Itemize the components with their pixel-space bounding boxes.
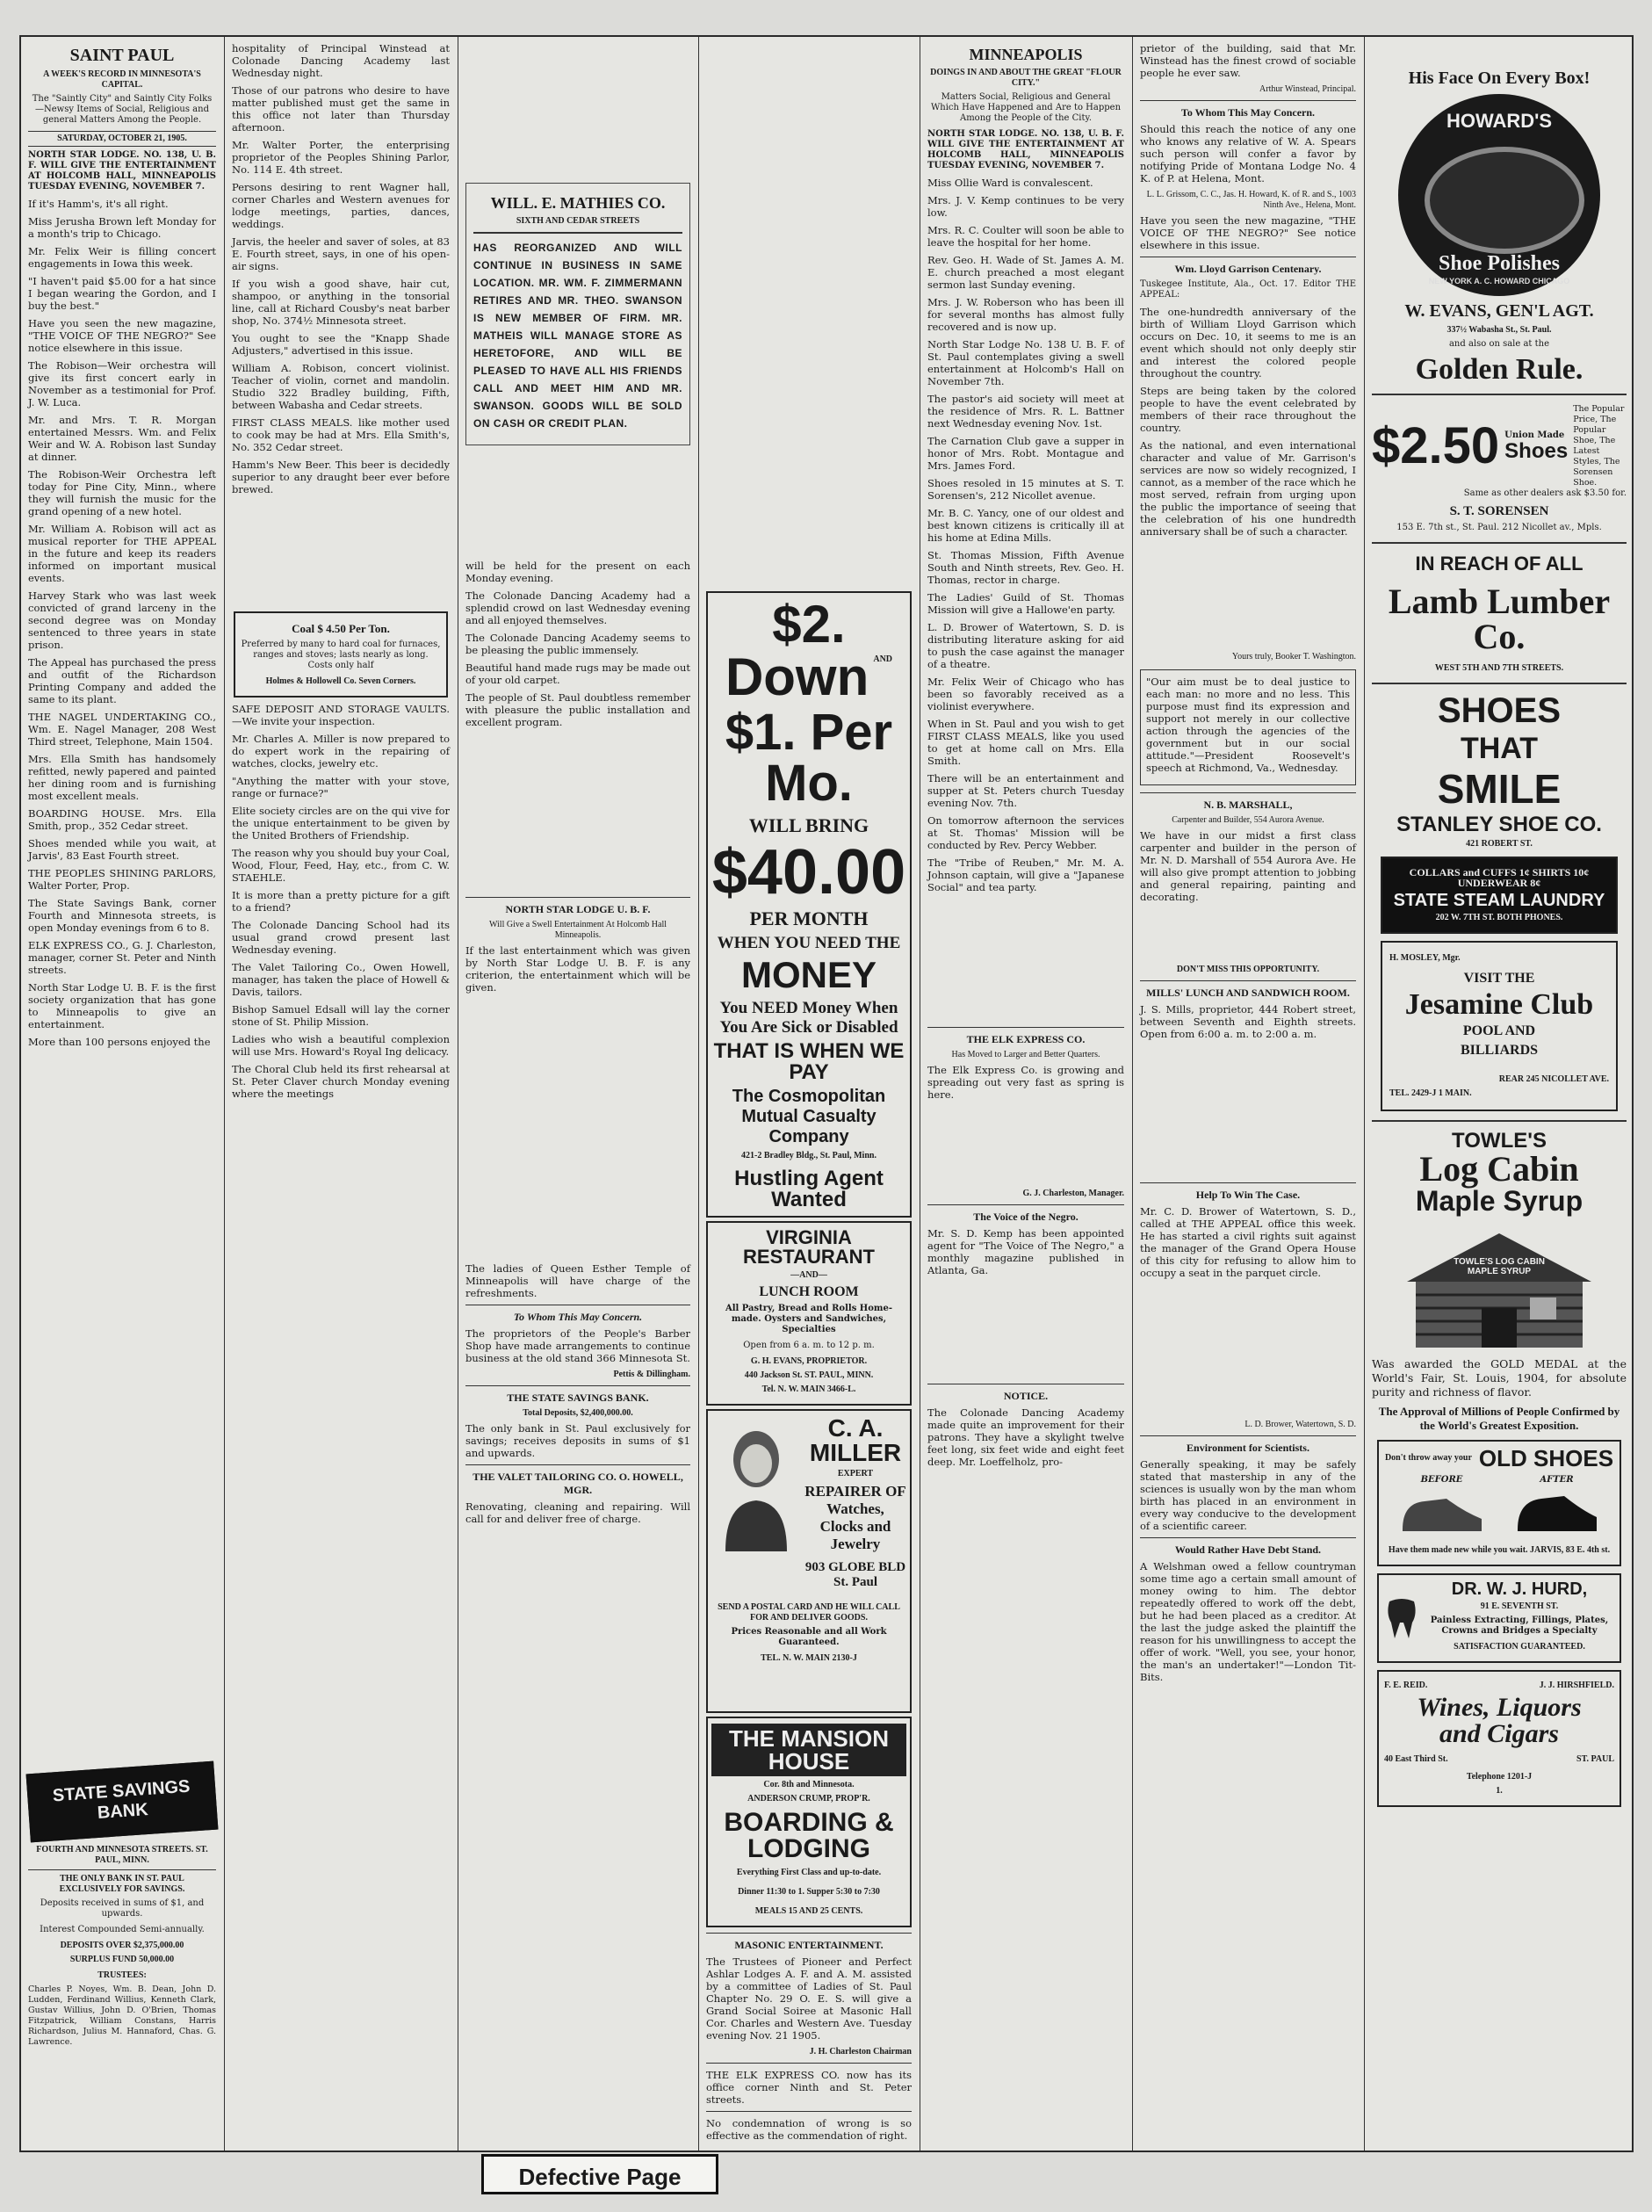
news-item: Mrs. J. W. Roberson who has been ill for several months has almost fully recovered and is now up. <box>927 296 1124 333</box>
environment-heading: Environment for Scientists. <box>1187 1442 1309 1454</box>
laundry-name: STATE STEAM LAUNDRY <box>1393 891 1605 910</box>
miller-telephone: TEL. N. W. MAIN 2130-J <box>761 1653 857 1663</box>
news-item: Mr. and Mrs. T. R. Morgan entertained Messrs. Wm. and Felix Weir and W. A. Robison last Sunday at dinner. <box>28 414 216 463</box>
state-savings-bank-ad <box>28 1767 216 2053</box>
cosmopolitan-name: The Cosmopolitan Mutual Casualty Company <box>732 1087 886 1146</box>
faded-text <box>1140 908 1356 961</box>
faded-text <box>927 1106 1124 1185</box>
coal-ad-signature: Holmes & Hollowell Co. Seven Corners. <box>265 676 416 686</box>
howards-word: HOWARD'S <box>1446 110 1553 132</box>
elk-signature: G. J. Charleston, Manager. <box>1022 1189 1124 1198</box>
maple-syrup: Maple Syrup <box>1415 1185 1583 1217</box>
section-subhead: DOINGS IN AND ABOUT THE GREAT "FLOUR CITY." <box>930 68 1122 88</box>
faded-text <box>927 1282 1124 1378</box>
news-item: Mr. Felix Weir of Chicago who has been so favorably received as a violinist everywhere. <box>927 676 1124 712</box>
mansion-hours: Dinner 11:30 to 1. Supper 5:30 to 7:30 <box>738 1887 880 1897</box>
masonic-signature: J. H. Charleston Chairman <box>809 2047 912 2057</box>
shoe-description: The Popular Price, The Popular Shoe, The Latest Styles, The Sorensen Shoe. <box>1573 404 1625 488</box>
help-body: Mr. C. D. Brower of Watertown, S. D., called at THE APPEAL office this week. He has started a civil rights suit against the manager of the Grand Opera House of this city for refusing to allow him to occupy a seat in the parquet circle. <box>1140 1205 1356 1279</box>
faded-text <box>1140 1284 1356 1416</box>
news-item: North Star Lodge U. B. F. is the first society organization that has gone to Minneapolis to give an entertainment. <box>28 981 216 1030</box>
gold-medal-award: Was awarded the GOLD MEDAL at the World's Fair, St. Louis, 1904, for absolute purity and richness of flavor. <box>1372 1357 1627 1399</box>
news-item: SAFE DEPOSIT AND STORAGE VAULTS.—We invite your inspection. <box>232 703 450 727</box>
shoe-price: $2.50 <box>1372 417 1500 474</box>
boarding-lodging: BOARDING & LODGING <box>724 1808 894 1863</box>
coal-ad <box>234 611 448 698</box>
news-item: Shoes resoled in 15 minutes at S. T. Sorensen's, 212 Nicollet avenue. <box>927 477 1124 502</box>
hustling-agent: Hustling Agent Wanted <box>734 1167 884 1211</box>
billiards-word: BILLIARDS <box>1460 1043 1539 1058</box>
mansion-name: THE MANSION HOUSE <box>711 1724 906 1776</box>
news-item: The Robison—Weir orchestra will give its first concert early in November as a testimonial for Prof. J. W. Luca. <box>28 359 216 408</box>
news-item: More than 100 persons enjoyed the <box>28 1036 211 1048</box>
debt-body: A Welshman owed a fellow countryman some time ago a certain small amount of money owing to him. The debtor repeatedly offered to work off the debt, but he had been placed as a creditor. At the last the judge asked the plaintiff the reason for his unwillingness to accept the offer of work. "Well, you see, your honor, the man's an undertaker!"—London Tit-Bits. <box>1140 1560 1356 1683</box>
news-item: Mrs. J. V. Kemp continues to be very low. <box>927 194 1124 219</box>
down-payment: $2. Down <box>725 595 869 706</box>
lamb-address: WEST 5TH AND 7TH STREETS. <box>1434 663 1564 673</box>
tooth-icon <box>1384 1596 1419 1640</box>
bank-total: Total Deposits, $2,400,000.00. <box>523 1408 633 1418</box>
newspaper-page <box>19 35 1634 2152</box>
voice-heading: The Voice of the Negro. <box>973 1211 1078 1223</box>
news-item: The ladies of Queen Esther Temple of Minneapolis will have charge of the refreshments. <box>465 1262 690 1299</box>
bank-interest-note: Interest Compounded Semi-annually. <box>40 1925 205 1934</box>
garrison-dateline: Tuskegee Institute, Ala., Oct. 17. Editor THE APPEAL: <box>1140 279 1356 300</box>
news-item: Mrs. R. C. Coulter will soon be able to leave the hospital for her home. <box>927 224 1124 249</box>
miller-portrait-icon <box>717 1420 796 1551</box>
faded-text <box>1140 1045 1356 1177</box>
concern-body: The proprietors of the People's Barber Shop have made arrangements to continue business at the old stand 366 Minnesota St. <box>465 1327 690 1364</box>
mathies-ad <box>465 183 690 445</box>
trustees-title: TRUSTEES: <box>97 1970 147 1980</box>
lunch-hours: Open from 6 a. m. to 12 p. m. <box>743 1341 875 1350</box>
smile-word: SMILE <box>1437 766 1562 812</box>
debt-heading: Would Rather Have Debt Stand. <box>1174 1543 1322 1556</box>
news-item: Elite society circles are on the qui vive for the unique entertainment to be given by the United Brothers of Friendship. <box>232 805 450 842</box>
column-saint-paul <box>21 37 223 2151</box>
news-item: Beautiful hand made rugs may be made out of your old carpet. <box>465 661 690 686</box>
evans-sale: and also on sale at the <box>1448 339 1550 349</box>
faded-text <box>927 899 1124 1022</box>
miller-prices: Prices Reasonable and all Work Guaranteed. <box>731 1627 887 1647</box>
column-3 <box>458 37 697 2151</box>
column-minneapolis <box>920 37 1131 2151</box>
cigars-city: ST. PAUL <box>1576 1754 1614 1764</box>
column-ads <box>699 37 919 2151</box>
news-item: Mrs. Ella Smith has handsomely refitted, newly papered and painted her dining room and is furnishing most excellent meals. <box>28 753 216 802</box>
news-item: Mr. Felix Weir is filling concert engagements in Iowa this week. <box>28 245 216 270</box>
column-2 <box>225 37 457 2151</box>
wines-liquors: Wines, Liquors <box>1417 1693 1582 1722</box>
faded-text <box>28 1053 216 1282</box>
after-label: AFTER <box>1540 1475 1574 1485</box>
garrison-body: Steps are being taken by the colored people to have the event celebrated by members of their race throughout the country. <box>1140 385 1356 434</box>
stanley-shoe: STANLEY SHOE CO. <box>1396 813 1602 836</box>
news-item: Have you seen the new magazine, "THE VOICE OF THE NEGRO?" See notice elsewhere in this issue. <box>28 317 216 354</box>
news-item: prietor of the building, said that Mr. Winstead has the finest crowd of sociable people he ever saw. <box>1140 42 1356 79</box>
shoe-same-as: Same as other dealers ask $3.50 for. <box>1463 488 1627 498</box>
reid-name: F. E. REID. <box>1384 1681 1428 1690</box>
notice-body: The Colonade Dancing Academy made quite an improvement for their patrons. They have a skylight twelve feet long, six feet wide and eight feet deep. Mr. Loeffelholz, pro- <box>927 1406 1124 1468</box>
old-shoes: OLD SHOES <box>1478 1445 1614 1471</box>
news-item: The Carnation Club gave a supper in honor of Mrs. Robt. Montague and Mrs. James Ford. <box>927 435 1124 472</box>
jarvis-line: Have them made new while you wait. JARVIS, 83 E. 4th st. <box>1388 1545 1611 1555</box>
marshall-tagline: DON'T MISS THIS OPPORTUNITY. <box>1176 965 1320 974</box>
cigars-telephone-2: 1. <box>1496 1786 1503 1796</box>
sorensen-address: 153 E. 7th st., St. Paul. 212 Nicollet av., Mpls. <box>1396 523 1602 532</box>
towles-word: TOWLE'S <box>1452 1129 1547 1153</box>
howard-headline: His Face On Every Box! <box>1408 69 1591 88</box>
laundry-address: 202 W. 7TH ST. BOTH PHONES. <box>1435 913 1563 922</box>
roosevelt-quote: "Our aim must be to deal justice to each man: no more and no less. This purpose must find its expression and support not merely in our collective action through the agencies of the government but in our social attitude."—President Roosevelt's speech at Richmond, Va., Wednesday. <box>1146 676 1350 774</box>
news-item: Miss Ollie Ward is convalescent. <box>927 177 1093 189</box>
miller-postal-card: SEND A POSTAL CARD AND HE WILL CALL FOR AND DELIVER GOODS. <box>718 1602 900 1623</box>
and-word: AND <box>873 654 893 664</box>
section-subhead: A WEEK'S RECORD IN MINNESOTA'S CAPITAL. <box>43 69 201 90</box>
bank-tagline: THE ONLY BANK IN ST. PAUL EXCLUSIVELY FOR SAVINGS. <box>59 1874 185 1894</box>
elk-note: THE ELK EXPRESS CO. now has its office corner Ninth and St. Peter streets. <box>706 2069 912 2106</box>
marshall-body: We have in our midst a first class carpenter and builder in the person of Mr. N. D. Marshall of 554 Aurora Ave. He will also give prompt attention to jobbing and general repairing, painting and decorating. <box>1140 829 1356 903</box>
news-item: The Robison-Weir Orchestra left today for Pine City, Minn., where they will furnish the music for the grand opening of a new hotel. <box>28 468 216 517</box>
news-item: If the last entertainment which was given by North Star Lodge U. B. F. is any criterion, the entertainment which will be given. <box>465 944 690 994</box>
concern-signature: L. L. Grissom, C. C., Jas. H. Howard, K. of R. and S., 1003 Ninth Ave., Helena, Mont. <box>1146 190 1356 210</box>
concern-heading: To Whom This May Concern. <box>513 1311 643 1323</box>
mansion-address: Cor. 8th and Minnesota. <box>763 1780 855 1789</box>
roosevelt-quote-box <box>1140 669 1356 785</box>
lodge-subhead: Will Give a Swell Entertainment At Holcomb Hall Minneapolis. <box>488 920 667 940</box>
news-item: The State Savings Bank, corner Fourth and Minnesota streets, is open Monday evenings from 6 to 8. <box>28 897 216 934</box>
faded-text <box>232 501 450 606</box>
defective-page-label: Defective Page <box>481 2154 718 2194</box>
news-item: Rev. Geo. H. Wade of St. James A. M. E. church preached a most elegant sermon last Sunday evening. <box>927 254 1124 291</box>
news-item: The Valet Tailoring Co., Owen Howell, manager, has taken the place of Howell & Davis, tailors. <box>232 961 450 998</box>
bank-surplus: SURPLUS FUND 50,000.00 <box>69 1955 175 1964</box>
laundry-ad <box>1381 857 1618 934</box>
condemnation-note: No condemnation of wrong is so effective as the commendation of right. <box>706 2117 912 2142</box>
news-item: The Colonade Dancing Academy had a splendid crowd on last Wednesday evening and all enjoyed themselves. <box>465 589 690 626</box>
news-item: Hamm's New Beer. This beer is decidedly superior to any draught beer ever before brewed. <box>232 459 450 495</box>
lodge-notice: NORTH STAR LODGE. NO. 138, U. B. F. WILL GIVE THE ENTERTAINMENT AT HOLCOMB HALL, MINNEAPOLIS TUESDAY EVENING, NOVEMBER 7. <box>927 129 1124 170</box>
lodge-heading: NORTH STAR LODGE U. B. F. <box>505 903 651 915</box>
news-item: Mr. William A. Robison will act as musical reporter for THE APPEAL in the future and keep its readers informed on important musical events. <box>28 523 216 584</box>
log-cabin: Log Cabin <box>1419 1149 1579 1189</box>
jesamine-ad <box>1381 941 1618 1111</box>
approval-line: The Approval of Millions of People Confirmed by the World's Greatest Exposition. <box>1378 1405 1620 1432</box>
before-label: BEFORE <box>1420 1475 1463 1485</box>
visit-the: VISIT THE <box>1463 971 1535 986</box>
valet-body: Renovating, cleaning and repairing. Will call for and deliver free of charge. <box>465 1500 690 1525</box>
dont-throw: Don't throw away your <box>1384 1453 1472 1463</box>
shoe-after-icon <box>1513 1475 1601 1542</box>
bank-heading: THE STATE SAVINGS BANK. <box>507 1392 649 1404</box>
mills-heading: MILLS' LUNCH AND SANDWICH ROOM. <box>1146 987 1350 999</box>
pool-word: POOL AND <box>1462 1023 1536 1038</box>
per-month-amount: $1. Per Mo. <box>725 704 893 812</box>
trustees-list: Charles P. Noyes, Wm. B. Dean, John D. Ludden, Ferdinand Willius, Kenneth Clark, Gustav Willius, John D. O'Brien, Thomas Fitzpatrick, William Constans, Harris Richardson, Julius M. Hannaford, Chas. G. Lawrence. <box>28 1984 216 2047</box>
evans-agent: W. EVANS, GEN'L AGT. <box>1404 301 1594 321</box>
news-item: Jarvis, the heeler and saver of soles, at 83 E. Fourth street, says, in one of his open-air signs. <box>232 235 450 272</box>
you-need-money: You NEED Money When You Are Sick or Disabled <box>719 999 898 1037</box>
news-item: The people of St. Paul doubtless remember with pleasure the public installation and excellent program. <box>465 691 690 728</box>
garrison-heading: Wm. Lloyd Garrison Centenary. <box>1174 263 1322 275</box>
miller-name: C. A. MILLER <box>809 1414 902 1466</box>
section-subhead-2: The "Saintly City" and Saintly City Folks—Newsy Items of Social, Religious and general Matters Among the People. <box>32 94 213 125</box>
miller-repairer: REPAIRER OF Watches, Clocks and Jewelry <box>804 1483 906 1552</box>
wines-ad <box>1377 1670 1621 1807</box>
virginia-name: VIRGINIA RESTAURANT <box>743 1226 875 1268</box>
news-item: Miss Jerusha Brown left Monday for a month's trip to Chicago. <box>28 215 216 240</box>
valet-heading: THE VALET TAILORING CO. O. HOWELL, MGR. <box>473 1471 683 1496</box>
news-item: Ladies who wish a beautiful complexion will use Mrs. Howard's Royal Ing delicacy. <box>232 1033 450 1058</box>
news-item: The Colonade Dancing Academy seems to be pleasing the public immensely. <box>465 632 690 656</box>
news-item: Harvey Stark who was last week convicted of grand larceny in the second degree was on Monday sentenced to three years in state prison. <box>28 589 216 651</box>
shoes-headline: SHOES <box>1437 691 1562 730</box>
lamb-lumber: Lamb Lumber Co. <box>1388 582 1611 656</box>
lunch-telephone: Tel. N. W. MAIN 3466-L. <box>761 1384 856 1394</box>
news-item: The Choral Club held its first rehearsal at St. Peter Claver church Monday evening where the meetings <box>232 1063 450 1100</box>
cigars-telephone: Telephone 1201-J <box>1466 1772 1533 1782</box>
shoes-word: Shoes <box>1504 439 1569 463</box>
reach-of-all: IN REACH OF ALL <box>1415 553 1583 575</box>
mansion-house-ad <box>706 1717 912 1927</box>
hurd-satisfaction: SATISFACTION GUARANTEED. <box>1454 1642 1585 1652</box>
section-title: MINNEAPOLIS <box>969 46 1083 63</box>
masonic-body: The Trustees of Pioneer and Perfect Ashlar Lodges A. F. and A. M. assisted by a committee of Ladies of St. Paul Chapter No. 29 O. E. S. will give a Grand Social Soiree at Masonic Hall Cor. Charles and Western Ave. Tuesday evening Nov. 21 1905. <box>706 1955 912 2042</box>
notice-heading: NOTICE. <box>1003 1390 1049 1402</box>
news-item: BOARDING HOUSE. Mrs. Ella Smith, prop., 352 Cedar street. <box>28 807 216 832</box>
marshall-subhead: Carpenter and Builder, 554 Aurora Avenue. <box>1172 815 1324 825</box>
jesamine-address: REAR 245 NICOLLET AVE. <box>1498 1074 1609 1084</box>
news-item: hospitality of Principal Winstead at Colonade Dancing Academy last Wednesday night. <box>232 42 450 79</box>
news-item: It is more than a pretty picture for a gift to a friend? <box>232 889 450 914</box>
news-item: The Colonade Dancing School had its usual grand crowd present last Wednesday evening. <box>232 919 450 956</box>
sorensen-ad <box>1372 404 1627 488</box>
mansion-description: Everything First Class and up-to-date. <box>736 1868 882 1877</box>
garrison-body: The one-hundredth anniversary of the birth of William Lloyd Garrison which occurs on Dec. 10, it seems to me is an event which should not only deeply stir and interest the colored people throughout the country. <box>1140 306 1356 380</box>
collars-cuffs: COLLARS and CUFFS 1¢ SHIRTS 10¢ UNDERWEAR 8¢ <box>1409 866 1590 889</box>
news-item: Bishop Samuel Edsall will lay the corner stone of St. Philip Mission. <box>232 1003 450 1028</box>
news-item: If you wish a good shave, hair cut, shampoo, or anything in the tonsorial line, call at Richard Cousby's neat barber shop, No. 374½ Minnesota street. <box>232 278 450 327</box>
bank-deposits-total: DEPOSITS OVER $2,375,000.00 <box>60 1941 184 1950</box>
lunch-description: All Pastry, Bread and Rolls Home-made. Oysters and Sandwiches, Specialties <box>725 1304 893 1334</box>
mosley-manager: H. MOSLEY, Mgr. <box>1389 953 1461 963</box>
mathies-sub: SIXTH AND CEDAR STREETS <box>516 216 640 226</box>
news-item: The Appeal has purchased the press and outfit of the Richardson Printing Company and added the same to its plant. <box>28 656 216 705</box>
that-is-when: THAT IS WHEN WE PAY <box>713 1039 905 1084</box>
mansion-proprietor: ANDERSON CRUMP, PROP'R. <box>747 1794 870 1804</box>
cosmopolitan-ad <box>706 591 912 1218</box>
news-item: "Anything the matter with your stove, range or furnace?" <box>232 775 450 799</box>
elk-subhead: Has Moved to Larger and Better Quarters. <box>951 1050 1100 1059</box>
news-item: will be held for the present on each Monday evening. <box>465 560 690 584</box>
news-item: If it's Hamm's, it's all right. <box>28 198 169 210</box>
news-item: L. D. Brower of Watertown, S. D. is distributing literature asking for aid to push the case against the manager of a theatre. <box>927 621 1124 670</box>
when-you-need: WHEN YOU NEED THE <box>717 934 901 952</box>
concern-signature: Pettis & Dillingham. <box>613 1370 690 1379</box>
coal-ad-title: Coal $ 4.50 Per Ton. <box>292 622 390 635</box>
news-item: There will be an entertainment and supper at St. Peters church Tuesday evening Nov. 7th. <box>927 772 1124 809</box>
environment-body: Generally speaking, it may be safely stated that mastership in any of the sciences is usually won by the man whom birth has placed in an environment in every way conducive to the development of a scientific career. <box>1140 1458 1356 1532</box>
hirshfield-name: J. J. HIRSHFIELD. <box>1539 1681 1614 1690</box>
news-item: THE PEOPLES SHINING PARLORS, Walter Porter, Prop. <box>28 867 216 892</box>
faded-text <box>1140 543 1356 648</box>
log-cabin-tin-icon <box>1389 1220 1609 1352</box>
elk-body: The Elk Express Co. is growing and spreading out very fast as spring is here. <box>927 1064 1124 1101</box>
cabin-sign: TOWLE'S LOG CABIN MAPLE SYRUP <box>1454 1257 1545 1276</box>
shoe-before-icon <box>1398 1475 1486 1542</box>
that-word: THAT <box>1460 732 1539 765</box>
hurd-ad <box>1377 1573 1621 1663</box>
benefit-amount: $40.00 <box>711 837 906 907</box>
elk-heading: THE ELK EXPRESS CO. <box>966 1033 1086 1045</box>
faded-text <box>465 734 690 892</box>
section-title: SAINT PAUL <box>69 46 175 65</box>
union-made: Union Made <box>1504 430 1565 440</box>
voice-body: Mr. S. D. Kemp has been appointed agent for "The Voice of The Negro," a monthly magazine published in Atlanta, Ga. <box>927 1227 1124 1276</box>
lunch-room: LUNCH ROOM <box>759 1284 859 1299</box>
sorensen-name: S. T. SORENSEN <box>1449 504 1549 518</box>
howard-polish-logo <box>1394 94 1605 296</box>
column-right-ads <box>1365 37 1634 2151</box>
news-item: The pastor's aid society will meet at the residence of Mrs. R. L. Battner next Wednesday evening Nov. 1st. <box>927 393 1124 430</box>
news-item: FIRST CLASS MEALS. like mother used to cook may be had at Mrs. Ella Smith's, No. 352 Cedar street. <box>232 416 450 453</box>
lunch-proprietor: G. H. EVANS, PROPRIETOR. <box>750 1356 868 1366</box>
virginia-ad <box>706 1221 912 1406</box>
news-item: When in St. Paul and you wish to get FIRST CLASS MEALS, like you used to get at home call on Mrs. Ella Smith. <box>927 718 1124 767</box>
bank-deposits-note: Deposits received in sums of $1, and upwards. <box>40 1898 205 1919</box>
bank-logo: STATE SAVINGS BANK <box>26 1761 219 1843</box>
news-item: Persons desiring to rent Wagner hall, corner Charles and Western avenues for lodge meetings, parties, dances, weddings. <box>232 181 450 230</box>
hurd-name: DR. W. J. HURD, <box>1451 1579 1588 1599</box>
virginia-and: —AND— <box>790 1270 827 1280</box>
help-heading: Help To Win The Case. <box>1195 1189 1301 1201</box>
news-item: North Star Lodge No. 138 U. B. F. of St. Paul contemplates giving a swell entertainment at Holcomb's Hall on November 7th. <box>927 338 1124 387</box>
cigars-address: 40 East Third St. <box>1384 1754 1448 1764</box>
will-bring: WILL BRING <box>748 814 869 836</box>
news-item: The reason why you should buy your Coal, Wood, Flour, Feed, Hay, etc., from C. W. STAEHLE. <box>232 847 450 884</box>
mathies-body: HAS REORGANIZED AND WILL CONTINUE IN BUSINESS IN SAME LOCATION. MR. WM. F. ZIMMERMANN RETIRES AND MR. THEO. SWANSON IS NEW MEMBER OF FIRM. MR. MATHEIS WILL MANAGE STORE AS HERETOFORE, AND WILL BE PLEASED TO HAVE ALL HIS FRIENDS CALL AND MEET HIM AND MR. SWANSON. GOODS WILL BE SOLD ON CASH OR CREDIT PLAN. <box>473 242 682 430</box>
news-item: Those of our patrons who desire to have matter published must get the same in this office not later than Thursday afternoon. <box>232 84 450 134</box>
news-item: St. Thomas Mission, Fifth Avenue South and Ninth streets, Rev. Geo. H. Thomas, rector in charge. <box>927 549 1124 586</box>
concern-body: Should this reach the notice of any one who knows any relative of W. A. Spears such person will confer a favor by notifying Pride of Montana Lodge No. 4 K. of P. at Helena, Mont. <box>1140 123 1356 184</box>
news-item: Mr. Walter Porter, the enterprising proprietor of the Peoples Shining Parlor, No. 114 E. 4th street. <box>232 139 450 176</box>
jarvis-ad <box>1377 1440 1621 1566</box>
stanley-address: 421 ROBERT ST. <box>1466 839 1533 849</box>
news-item: The Ladies' Guild of St. Thomas Mission will give a Hallowe'en party. <box>927 591 1124 616</box>
money-word: MONEY <box>740 954 876 995</box>
news-item: The "Tribe of Reuben," Mr. M. A. Johnson captain, will give a "Japanese Social" and tea party. <box>927 857 1124 893</box>
hurd-address: 91 E. SEVENTH ST. <box>1480 1601 1559 1611</box>
miller-ad <box>706 1409 912 1713</box>
bank-body: The only bank in St. Paul exclusively for savings; receives deposits in sums of $1 and upwards. <box>465 1422 690 1459</box>
mathies-title: WILL. E. MATHIES CO. <box>490 194 666 212</box>
hurd-description: Painless Extracting, Fillings, Plates, Crowns and Bridges a Specialty <box>1430 1616 1609 1636</box>
lodge-notice: NORTH STAR LODGE. NO. 138, U. B. F. WILL GIVE THE ENTERTAINMENT AT HOLCOMB HALL, MINNEAPOLIS TUESDAY EVENING, NOVEMBER 7. <box>28 150 216 192</box>
garrison-body: As the national, and even international character and value of Mr. Garrison's services are now so widely recognized, I cannot, as a member of the race which he most served, refrain from urging upon the public the importance of seeing that the celebration of his one hundredth anniversary shall be of such a character. <box>1140 439 1356 538</box>
news-item: "I haven't paid $5.00 for a hat since I began wearing the Gordon, and I buy the best." <box>28 275 216 312</box>
concern-heading: To Whom This May Concern. <box>1180 106 1316 119</box>
news-item: Mr. Charles A. Miller is now prepared to do expert work in the repairing of watches, clocks, jewelry etc. <box>232 733 450 770</box>
news-item: Shoes mended while you wait, at Jarvis', 83 East Fourth street. <box>28 837 216 862</box>
coal-ad-body: Preferred by many to hard coal for furnaces, ranges and stoves; lasts nearly as long. Costs only half <box>241 640 441 670</box>
news-item: Mr. B. C. Yancy, one of our oldest and best known citizens is critically ill at his home at Edina Mills. <box>927 507 1124 544</box>
news-item: William A. Robison, concert violinist. Teacher of violin, cornet and mandolin. Studio 322 Bradley building, Fifth, between Wabasha and Cedar streets. <box>232 362 450 411</box>
and-cigars: and Cigars <box>1439 1719 1559 1748</box>
miller-expert: EXPERT <box>837 1469 874 1478</box>
voice-note: Have you seen the new magazine, "THE VOICE OF THE NEGRO?" See notice elsewhere in this issue. <box>1140 214 1356 251</box>
lunch-address: 440 Jackson St. ST. PAUL, MINN. <box>744 1370 874 1380</box>
bank-address: FOURTH AND MINNESOTA STREETS. ST. PAUL, MINN. <box>36 1845 208 1865</box>
news-item: On tomorrow afternoon the services at St. Thomas' Mission will be conducted by Rev. Percy Webber. <box>927 814 1124 851</box>
shoe-polishes-word: Shoe Polishes <box>1438 252 1561 275</box>
marshall-heading: N. B. MARSHALL, <box>1203 799 1293 811</box>
jesamine-telephone: TEL. 2429-J 1 MAIN. <box>1389 1088 1472 1098</box>
help-signature: L. D. Brower, Watertown, S. D. <box>1244 1420 1356 1429</box>
news-item: THE NAGEL UNDERTAKING CO., Wm. E. Nagel Manager, 208 West Third street, Telephone, Main 1504. <box>28 711 216 748</box>
howard-locations: NEW YORK A. C. HOWARD CHICAGO <box>1428 277 1570 286</box>
faded-text <box>465 999 690 1262</box>
cosmopolitan-address: 421-2 Bradley Bldg., St. Paul, Minn. <box>741 1151 876 1160</box>
mills-body: J. S. Mills, proprietor, 444 Robert street, between Seventh and Eighth streets. Open from 6:00 a. m. to 2:00 a. m. <box>1140 1003 1356 1040</box>
evans-address: 337½ Wabasha St., St. Paul. <box>1446 325 1552 335</box>
dateline: SATURDAY, OCTOBER 21, 1905. <box>28 131 216 147</box>
garrison-signature: Yours truly, Booker T. Washington. <box>1231 652 1356 661</box>
per-month: PER MONTH <box>749 907 869 929</box>
golden-rule: Golden Rule. <box>1415 353 1583 386</box>
mansion-meals: MEALS 15 AND 25 CENTS. <box>754 1906 863 1916</box>
column-6 <box>1133 37 1363 2151</box>
news-item: ELK EXPRESS CO., G. J. Charleston, manager, corner St. Peter and Ninth streets. <box>28 939 216 976</box>
masonic-heading: MASONIC ENTERTAINMENT. <box>734 1939 884 1951</box>
news-item: You ought to see the "Knapp Shade Adjusters," advertised in this issue. <box>232 332 450 357</box>
jesamine-club: Jesamine Club <box>1404 988 1594 1021</box>
miller-address: 903 GLOBE BLD St. Paul <box>804 1560 906 1589</box>
section-subhead-2: Matters Social, Religious and General Which Have Happened and Are to Happen Among the People of the City. <box>930 92 1122 123</box>
news-signature: Arthur Winstead, Principal. <box>1259 84 1356 94</box>
